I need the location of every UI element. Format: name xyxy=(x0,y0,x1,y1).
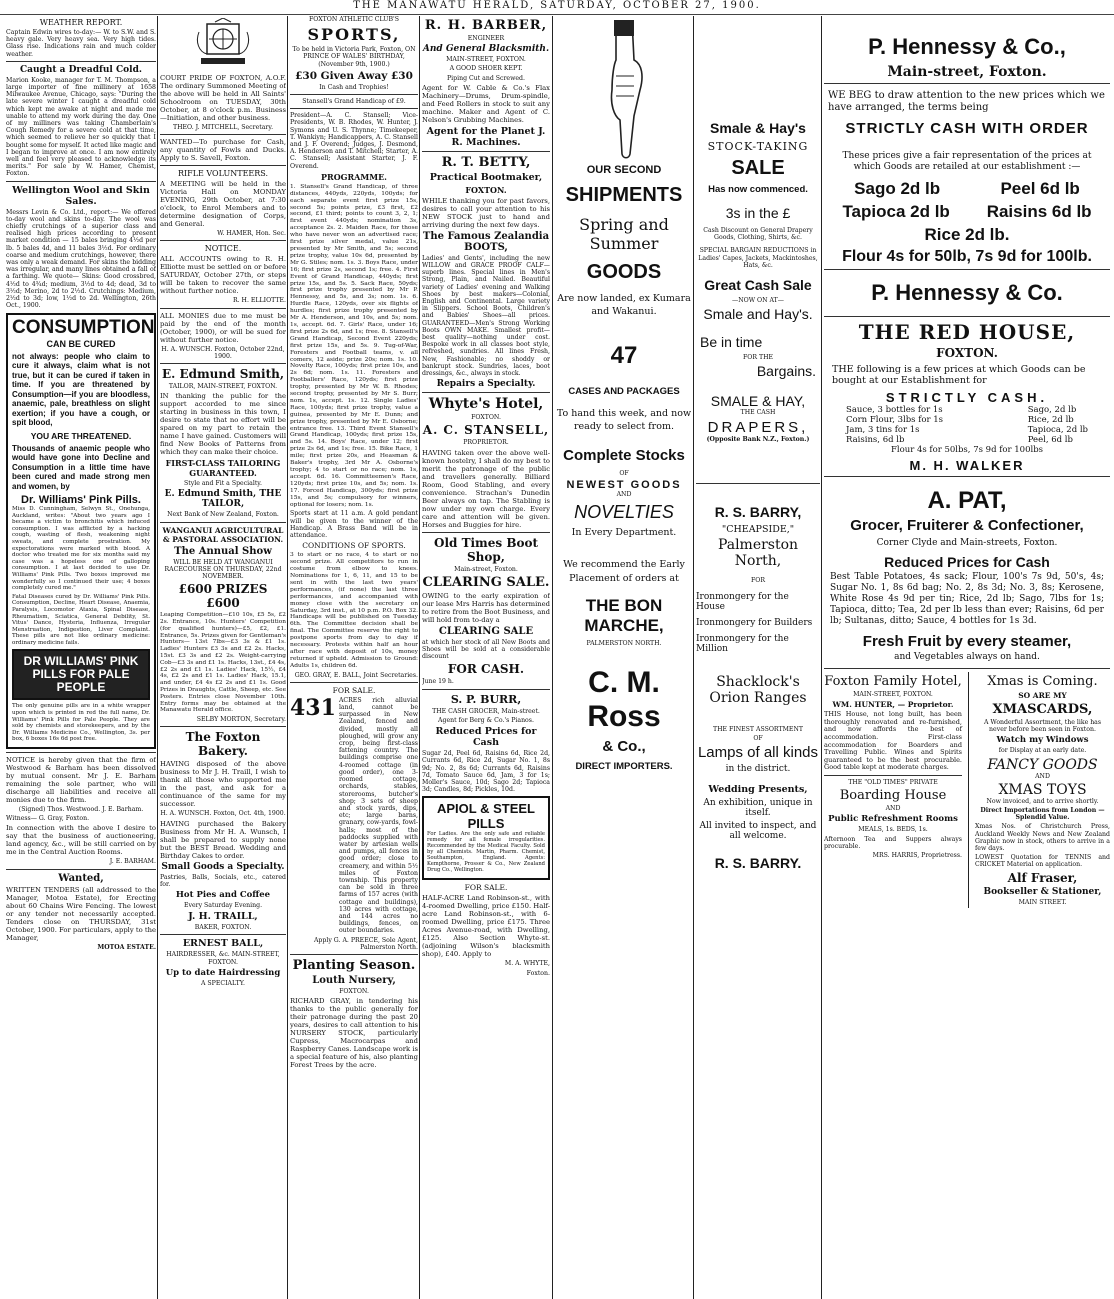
engineer: ENGINEER xyxy=(467,35,505,42)
morton-sign: SELBY MORTON, Secretary. xyxy=(196,716,286,724)
list-item: Corn Flour, 3lbs for 1s xyxy=(846,415,944,425)
price-sago: Sago 2d lb xyxy=(854,179,941,198)
column-rule xyxy=(552,16,553,1299)
list-item: Rice, 2d lb xyxy=(1027,415,1074,425)
flour-price: Flour 4s for 50lb, 7s 9d for 100lb. xyxy=(842,248,1092,265)
xmas-column xyxy=(975,672,1110,908)
xmascards: XMASCARDS, xyxy=(992,702,1093,717)
conditions: 3 to start or no race, 4 to start or no second prize. All competitors to run in costume from elbow to knees. Nominations for 1, 6, 11, and 15 to be sent in with the last two years' performances, (if none) the last three performances, and accompanied with money close with the secretary on Saturday, 3rd inst., at 10 p.m. P.O. Box 32. Handicaps will be published on Tuesday 6th. The Committee decision shall be final. The Committee reserve the right to postpone sports from day to day if necessary. Protests within half an hour after race with deposit of 10s, money returned if upheld. Admission to Ground: Adults 1s, children 6d. xyxy=(290,552,418,669)
display-date: for Display at an early date. xyxy=(998,747,1087,755)
consumption-sub: CAN BE CURED xyxy=(46,338,116,349)
hotel-text: THIS House, not long built, has been thoroughly renovated and re-furnished, and now affords the best of accommodation. First-class accommodation for Boarders and Travelling Public. Wines and Spirits guaranteed to be the best procurable. Good table kept at moderate charges. xyxy=(824,710,962,772)
newest-goods: NEWEST GOODS xyxy=(566,479,682,492)
smith-sign: E. Edmund Smith, THE TAILOR, xyxy=(164,489,282,510)
divider xyxy=(290,108,418,109)
testimonial: Miss D. Cunningham, Selwyn St., Onehunga, Auckland, writes: "About two years ago I became a victim to bronchitis which induced consumption. I was afflicted by a hacking cough, wasting of flesh, weakening night sweats, and complete prostration. My expectorations were marked with blood. A doctor who treated me for six months said my case was a hopeless one of galloping consumption. I at last decided to use Dr. Williams' Pink Pills. Two boxes improved me wonderfully so I continued their use; 4 boxes completely cured me." xyxy=(12,506,150,592)
barry-2: R. S. BARRY. xyxy=(714,855,802,872)
be-in-time: Be in time xyxy=(700,334,763,351)
weather-title: WEATHER REPORT. xyxy=(39,18,123,27)
louth-title: Louth Nursery, xyxy=(312,974,396,986)
motoa-estate: MOTOA ESTATE. xyxy=(97,943,156,951)
every-dept: In Every Department. xyxy=(571,527,677,539)
gray-nursery-text: RICHARD GRAY, in tendering his thanks to the public generally for their patronage during the past 20 years, desires to call attention to his NURSERY STOCK, particularly Cupress, Macrocarpas and Raspberry Canes. Landscape work is a special feature of his, also planting Forest Trees by the acre. xyxy=(290,997,418,1070)
barham-sign: J. E. BARHAM. xyxy=(109,858,156,866)
forsale-text: HALF-ACRE Land Robinson-st., with 4-roomed Dwelling, price £150. Half-acre Land Robinson-st., with 6-roomed Dwelling, price £175. Three Acres Avenue-road, with Dwelling, £125. Also Section Whyte-st. (adjoining Wilson's blacksmith shop), £40. Apply to xyxy=(422,894,550,959)
rifle-sign: W. HAMER, Hon. Sec. xyxy=(217,230,286,238)
for-label: FOR xyxy=(750,576,766,584)
divider xyxy=(422,392,550,393)
exhibition: An exhibition, unique in itself. xyxy=(703,798,813,819)
strictly-cash-order: STRICTLY CASH WITH ORDER xyxy=(845,120,1089,137)
fancy-goods: FANCY GOODS xyxy=(987,756,1098,773)
burr-reduced: Reduced Prices for Cash xyxy=(435,726,537,749)
price-raisins: Raisins 6d lb xyxy=(986,202,1092,221)
show-details: WILL BE HELD AT WANGANUI RACECOURSE ON THURSDAY, 22nd NOVEMBER. xyxy=(164,558,282,581)
smale-2: Smale and Hay's. xyxy=(703,306,813,323)
column-rule xyxy=(287,16,288,1299)
list-item: Peel, 6d lb xyxy=(1027,435,1073,445)
cases-label: CASES AND PACKAGES xyxy=(568,386,680,397)
for-the: FOR THE xyxy=(742,354,774,362)
clearing-text-2: at which her stock of all New Boots and Shoes will be sold at a considerable discount xyxy=(422,638,550,661)
traill-sub: BAKER, FOXTON. xyxy=(194,924,252,932)
lowest-quotation: LOWEST Quotation for TENNIS and CRICKET Material on application. xyxy=(975,854,1110,869)
barber-title: R. H. BARBER, xyxy=(424,18,548,33)
vegetables: and Vegetables always on hand. xyxy=(894,652,1040,662)
barry-palmerston: Palmerston North, xyxy=(717,536,799,569)
column-rule xyxy=(419,16,420,1299)
divider xyxy=(6,752,156,753)
bottom-ads xyxy=(824,672,1110,908)
accounts-text: ALL ACCOUNTS owing to R. H. Elliotte must be settled on or before SATURDAY, October 27th, or steps will be taken to recover the same without further notice. xyxy=(160,255,286,296)
masthead: THE MANAWATU HERALD, SATURDAY, OCTOBER 27, 1900. xyxy=(0,0,1114,15)
invited: All invited to inspect, and all welcome. xyxy=(699,821,817,842)
june-date: June 19 h. xyxy=(422,678,454,686)
barber-agent: Agent for W. Cable & Co.'s Flax Machinery—Drums, Drum-spindle, and Feed Rollers in stock to suit any machine. Maker and Agent of C. Nelson's Grubbing Machines. xyxy=(422,83,550,124)
meals-beds: MEALS, 1s. BEDS, 1s. xyxy=(858,826,928,834)
rifle-text: A MEETING will be held in the Victoria Hall on MONDAY EVENING, 29th October, at 7:30 o'clock, to Enrol Members and to determine designation of Corps, and General. xyxy=(160,180,286,229)
genuine-text: The only genuine pills are in a white wrapper upon which is printed in red the full name, Dr. Williams' Pink Pills for Pale People. They are sold by chemists and storekeepers, and by the Dr. Williams Medicine Co., Wellington, 3s. per box, 6 boxes 16s 6d post free. xyxy=(12,703,150,743)
ball-specialty: A SPECIALTY. xyxy=(201,979,245,987)
price-tapioca: Tapioca 2d lb xyxy=(842,202,950,221)
club-name: FOXTON ATHLETIC CLUB'S xyxy=(309,16,399,23)
notice-text: NOTICE is hereby given that the firm of Westwood & Barham has been dissolved by mutual consent. Mr J. E. Barham remaining the sole partner, who will discharge all liabilities and receive all monies due to the firm. xyxy=(6,756,156,805)
notice-signed: (Signed) Thos. Westwood. J. E. Barham. xyxy=(18,806,144,814)
refreshment-rooms: Public Refreshment Rooms xyxy=(828,814,958,825)
barry-title: R. S. BARRY, xyxy=(714,503,802,520)
pound-label: 3s in the £ xyxy=(725,205,791,221)
divider xyxy=(824,316,1110,317)
we-beg: WE BEG to draw attention to the new prices which we have arranged, the terms being xyxy=(828,90,1105,113)
divider xyxy=(824,269,1110,270)
of-label-2: OF xyxy=(753,735,763,743)
boarding-house: Boarding House xyxy=(839,788,947,804)
cold-title: Caught a Dreadful Cold. xyxy=(19,64,142,75)
programme-title: PROGRAMME. xyxy=(321,171,387,182)
foresters-emblem-icon xyxy=(193,18,253,72)
barber-addr: MAIN-STREET, FOXTON. xyxy=(446,56,526,64)
programme: 1. Stansell's Grand Handicap, of three distances, 440yds, 220yds, 100yds; for each separate event first prize 15s, second 5s; points prize, £3 first, £2 second, £1 third; points to count 3, 2, 1; first event 440yds; nomination 3s, acceptance 2s. 2. Maiden Race, for those who have never won an advertised race; first prize silver medal, value 21s, presented by Mr Smith, and 5s; second prize trophy, value 10s 6d, presented by Mr G. Stiles; nom. 1s. 3. Boys Race, under 16; first prize 2s, second 1s; free. 4. First Event of Grand Handicap, 440yds; first prize 15s, and 5s. 5. Sack Race, 50yds; first prize trophy presented by Mr P. Hennessy, and 5s, and 3s; nom. 1s. 6. Hurdle Race, 120yds, over six flights of hurdles; first prize trophy presented by Mr A. Henderson, and 10s, and 5s; nom. 1s, accept. 6d. 7. Girls' Race, under 16; first prize 2s 6d, and 1s; free. 8. Stansell's Grand Handicap, Second Event 220yds; first prize 15s, and 5s. 9. Tug-of-War, Foresters and Football teams, v. all comers, 12 aside; prize 20s; nom. 1s. 10. Novelty Race, 100yds; first prize 10s, and 2s 6d; nom. 1s. 11. Foresters and Footballers' Race, 120yds; first prize trophy, presented by Mr W. B. Rhodes; second trophy, presented by Mr S. Burr; nom. 1s, accept. 1s. 12. Single Ladies' Race, 100yds; first prize trophy, value a guinea, presented by Mr E. Dunn; and prize trophy, presented by Mr E. Osborne; entrance free. 13. Third Event Stansell's Grand Handicap, 100yds; first prize 15s, and 5s. 14. Boys' Race, under 12; first prize 2s 6d, and 1s; free. 15. Bike Race, 1 mile; first prize 20s, and Heasman & Baker's trophy, 3rd Mr A. Osborne's trophy; 4 to start or no race; nom. 1s, accept. 6d. 16. Committeemen's Race, 120yds; first prize 10s, and 5s; nom. 1s. 17. Forced Handicap, 300yds; first prize 15s, and 5s; compulsory for winners, optional for losers; nom. 1s. xyxy=(290,183,418,508)
piping: Piping Cut and Screwed. xyxy=(447,74,525,82)
column-rule xyxy=(157,16,158,1299)
betty-text: WHILE thanking you for past favors, desires to call your attention to his NEW STOCK just to hand and arriving during the next few days. xyxy=(422,196,550,229)
consumption-text: not always: people who claim to cure it always, claim what is not true, but it can be cured if taken in time. If you are threatened by Consumption—if you are bloodless, anaemic, pale, breathless on slight exertion; if you have a cough, or spit blood, xyxy=(12,351,150,427)
and-label-2: AND xyxy=(1035,772,1050,780)
court-sign: THEO. J. MITCHELL, Secretary. xyxy=(172,124,274,131)
repairs: Repairs a Specialty. xyxy=(436,379,536,390)
list-item: Tapioca, 2d lb xyxy=(1027,425,1088,435)
wool-title: Wellington Wool and Skin Sales. xyxy=(12,184,150,207)
apiol-ad xyxy=(422,796,550,880)
tailoring: FIRST-CLASS TAILORING GUARANTEED. xyxy=(165,458,281,479)
price-rice: Rice 2d lb. xyxy=(924,225,1010,244)
wedding: Wedding Presents, xyxy=(708,784,808,796)
pink-pills-box xyxy=(12,649,150,700)
xmas-coming: Xmas is Coming. xyxy=(987,674,1098,689)
ball-sub: HAIRDRESSER, &c. MAIN-STREET, FOXTON. xyxy=(166,951,280,966)
divider xyxy=(6,869,156,870)
gray-sign: GEO. GRAY, E. BALL, Joint Secretaries. xyxy=(294,671,418,679)
planet-agent: Agent for the Planet J. R. Machines. xyxy=(426,125,546,148)
divider xyxy=(824,775,962,776)
bakery-title: The Foxton Bakery. xyxy=(185,730,261,759)
special-text: SPECIAL BARGAIN REDUCTIONS in Ladies' Capes, Jackets, Mackintoshes, Hats, &c. xyxy=(698,247,818,269)
pointing-hand-icon xyxy=(594,20,654,160)
opposite: (Opposite Bank N.Z., Foxton.) xyxy=(706,435,810,443)
prizes: £600 PRIZES £600 xyxy=(178,582,268,611)
pat-title: A. PAT, xyxy=(927,487,1007,514)
smith-text: IN thanking the public for the support accorded to me since starting in business in this town, I desire to state that no effort will be spared on my part to retain the name I have gained. Customers will find New Books of Patterns from which they can make their choice. xyxy=(160,392,286,457)
of-label: OF xyxy=(619,470,629,477)
cheapside: "CHEAPSIDE," xyxy=(721,523,795,535)
price-list-right xyxy=(1028,405,1088,445)
preece-sign: Apply G. A. PREECE, Sole Agent, Palmerston North. xyxy=(313,936,418,951)
small-goods: Small Goods a Specialty. xyxy=(161,861,285,872)
divider xyxy=(160,522,286,523)
divider xyxy=(160,134,286,135)
stansell-handicap: Stansell's Grand Handicap of £9. xyxy=(302,98,406,106)
stocktaking: STOCK-TAKING xyxy=(707,140,809,153)
hennessy-street: Main-street, Foxton. xyxy=(887,64,1047,80)
now-on: —NOW ON AT— xyxy=(732,297,784,305)
complete-stocks: Complete Stocks xyxy=(563,447,685,464)
bakery-text: HAVING disposed of the above business to Mr J. H. Traill, I wish to thank all those who supported me in the past, and ask for a continuance of the same for my successor. xyxy=(160,760,286,809)
divider xyxy=(290,954,418,955)
direct-importations: Direct Importations from London —Splendid Value. xyxy=(980,807,1105,822)
column-2 xyxy=(160,16,286,1299)
novelties: NOVELTIES xyxy=(574,502,674,523)
rifle-title: RIFLE VOLUNTEERS. xyxy=(177,169,269,179)
divider xyxy=(696,483,820,484)
divider xyxy=(160,165,286,166)
district: in the district. xyxy=(725,764,791,775)
foxton-sign: Foxton. xyxy=(526,969,550,977)
whyte-text: HAVING taken over the above well-known hostelry, I shall do my best to merit the patronage of the public and travellers generally. Billiard Room, Good Stabling, and every convenience. Strachan's Dunedin Beer always on tap. The Stabling is now under my own charge. Every care and attention will be given. Horses and Buggies for hire. xyxy=(422,448,550,529)
xmas-toys: XMAS TOYS xyxy=(998,781,1087,798)
afternoon-tea: Afternoon Tea and Suppers always procurable. xyxy=(824,835,962,850)
harris-sign: MRS. HARRIS, Proprietress. xyxy=(872,851,962,859)
red-house: THE RED HOUSE, xyxy=(858,320,1076,344)
pat-corner: Corner Clyde and Main-streets, Foxton. xyxy=(876,538,1058,548)
list-item: Raisins, 6d lb xyxy=(846,435,905,445)
pink-pills-title: Dr. Williams' Pink Pills. xyxy=(21,494,141,506)
cash-grocer: THE CASH GROCER, Main-street. xyxy=(432,707,540,715)
column-3 xyxy=(290,16,418,1299)
pat-reduced: Reduced Prices for Cash xyxy=(884,554,1050,570)
style-text: Style and Fit a Specialty. xyxy=(184,480,262,488)
cold-text: Marion Kooke, manager for T. M. Thompson, a large importer of fine millinery at 1658 Milwaukee Avenue, Chicago, says: "During the late severe winter I caught a dreadful cold which kept me awake at night and made me unable to attend my work during the day. One of my milliners was taking Chamberlain's Cough Remedy for a severe cold at that time, which seemed to relieve her so quickly that I bought some for myself. It acted like magic and I began to improve at once. I am now entirely well and feel very pleased to acknowledge its merits." For sale by W. Hamer, Chemist, Foxton. xyxy=(6,76,156,178)
family-hotel: Foxton Family Hotel, xyxy=(824,674,962,689)
column-4 xyxy=(422,16,550,1299)
watch-windows: Watch my Windows xyxy=(996,735,1089,746)
wanted-title: Wanted, xyxy=(58,872,104,884)
bon-marche: THE BON MARCHE, xyxy=(584,596,664,636)
fraser-name: Alf Fraser, xyxy=(1007,870,1078,885)
foxton-label: FOXTON. xyxy=(465,184,507,195)
cash-trophies: In Cash and Trophies! xyxy=(319,83,389,91)
pianos-agent: Agent for Berg & Co.'s Pianos. xyxy=(438,716,534,724)
price-row-2 xyxy=(824,202,1110,222)
these-prices: These prices give a fair representation of the prices at which Goods are retailed at our establishment :— xyxy=(842,151,1092,172)
hotel-street: MAIN-STREET, FOXTON. xyxy=(853,691,933,698)
flour-line: Flour 4s for 50lbs, 7s 9d for 100lbs xyxy=(890,445,1043,455)
diseases: Fatal Diseases cured by Dr. Williams' Pink Pills. Consumption, Decline, Heart Disease, Anaemia, Paralysis, Locomotor Ataxia, Spinal Disease, Rheumatism, Sciatica, General Debility, St. Vitus' Dance, Hysteria, Influenza, Irregular Menstruation, Indigestion, Liver Complaint. These pills are not like ordinary medicine: ordinary medicine fails. xyxy=(12,593,150,646)
recommend: We recommend the Early Placement of orders at xyxy=(563,559,685,585)
to-hand: To hand this week, and now ready to select from. xyxy=(556,408,692,432)
smale-hay: SMALE & HAY, xyxy=(710,393,806,410)
price-peel: Peel 6d lb xyxy=(1000,179,1080,198)
sports-title: SPORTS, xyxy=(307,25,401,45)
consumption-title: CONSUMPTION xyxy=(12,316,155,338)
divider xyxy=(422,689,550,690)
the-cash: THE CASH xyxy=(740,409,776,417)
every-saturday: Every Saturday Evening. xyxy=(183,902,263,909)
forsale-title-2: FOR SALE. xyxy=(464,883,508,893)
burr-reduced-text: Sugar 2d, Peel 6d, Raisins 6d, Rice 2d, Currants 6d, Rice 2d, Sugar No. 1, 8s 9d; No. 2, 8s 6d; Currants 6d, Raisins 7d, Tomato Sauce 6d, Jam, 3 for 1s; Moller's Sauce, 10d; Sago 2d; Tapioca 3d; Candles, 8d; Pickles, 10d. xyxy=(422,750,550,794)
acres-block xyxy=(290,694,418,937)
great-sale: Great Cash Sale xyxy=(704,277,812,294)
sports-held: To be held in Victoria Park, Foxton, ON PRINCE OF WALES' BIRTHDAY, (November 9th, 1900.) xyxy=(292,46,416,68)
mwhyte-sign: M. A. WHYTE, xyxy=(504,960,550,968)
list-item: Sago, 2d lb xyxy=(1027,405,1077,415)
hotel-proprietor: WM. HUNTER, — Proprietor. xyxy=(832,700,954,710)
bargains: Bargains. xyxy=(756,363,816,380)
elliotte-sign: R. H. ELLIOTTE. xyxy=(232,297,286,305)
divider xyxy=(290,682,418,683)
hennessy-2: P. Hennessy & Co. xyxy=(871,280,1063,305)
and-label: AND xyxy=(616,491,632,499)
cases-count: 47 xyxy=(610,342,638,369)
bookseller: Bookseller & Stationer, xyxy=(983,886,1102,897)
annual-show: The Annual Show xyxy=(174,545,272,557)
monies-text: ALL MONIES due to me must be paid by the end of the month (October, 1900), or will be sued for without further notice. xyxy=(160,311,286,344)
shipments: SHIPMENTS xyxy=(565,184,683,206)
iron-house: Ironmongery for the House xyxy=(696,592,789,613)
whyte-sub: FOXTON. xyxy=(471,414,501,422)
strictly-cash: STRICTLY CASH. xyxy=(885,390,1049,405)
our-second: OUR SECOND xyxy=(586,164,662,176)
spring-summer: Spring and Summer xyxy=(579,215,669,253)
wanganui-title: WANGANUI AGRICULTURAL & PASTORAL ASSOCIATION. xyxy=(162,525,284,544)
apiol-title: APIOL & STEEL PILLS xyxy=(437,801,535,832)
thousands-text: Thousands of anaemic people who would have gone into Decline and Consumption in a little time have been cured and made strong men and women, by xyxy=(12,443,150,491)
ball-name: ERNEST BALL, xyxy=(182,938,264,950)
divider xyxy=(160,308,286,309)
divider xyxy=(824,476,1110,477)
divider xyxy=(160,726,286,727)
red-house-foxton: FOXTON. xyxy=(936,346,998,360)
smith-addr: Next Bank of New Zealand, Foxton. xyxy=(167,511,279,519)
shacklock: Shacklock's Orion Ranges xyxy=(709,674,807,707)
invoiced: Now invoiced, and to arrive shortly. xyxy=(986,797,1099,805)
wonderful: A Wonderful Assortment, the like has never before been seen in Foxton. xyxy=(983,719,1102,734)
column-1 xyxy=(6,16,156,1299)
direct-importers: DIRECT IMPORTERS. xyxy=(575,760,673,772)
bakery-text-2: HAVING purchased the Bakery Business from Mr H. A. Wunsch, I shall be prepared to supply none but the BEST Bread. Wedding and Birthday Cakes to order. xyxy=(160,819,286,860)
goods: GOODS xyxy=(586,261,662,283)
sports-start: Sports start at 11 a.m. A gold pendant will be given to the winner of the Handicap. A Brass Band will be in attendance. xyxy=(290,510,418,540)
oldtimes-sub: Main-street, Foxton. xyxy=(454,565,518,573)
conditions-title: CONDITIONS OF SPORTS. xyxy=(302,541,406,551)
apiol-text: For Ladies. Are the only safe and reliable remedy for all female irregularities. Recommended by the Medical Faculty. Sold by all Chemists. Martin, Pharm. Chemist, Southampton, England. Agents: Kempthorne, Prosser & Co., New Zealand Drug Co., Wellington. xyxy=(427,831,545,874)
clearing-sale-2: CLEARING SALE xyxy=(438,625,534,637)
christchurch: Xmas Nos. of Christchurch Press, Auckland Weekly News and New Zealand Graphic now in stock, others to arrive in a few days. xyxy=(975,823,1110,853)
louth-sub: FOXTON. xyxy=(339,987,369,995)
divider xyxy=(422,151,550,152)
divider xyxy=(160,934,286,935)
planting-title: Planting Season. xyxy=(292,957,416,973)
bootmaker: Practical Bootmaker, xyxy=(429,171,543,183)
betty-title: R. T. BETTY, xyxy=(441,154,531,170)
divider xyxy=(160,363,286,364)
ross-name: C. M. Ross xyxy=(587,665,661,733)
fresh-fruit: Fresh Fruit by every steamer, xyxy=(862,633,1072,650)
divider xyxy=(160,240,286,241)
so-are-my: SO ARE MY xyxy=(1018,691,1067,700)
column-5 xyxy=(556,16,692,1299)
proprietor: PROPRIETOR. xyxy=(463,439,509,447)
forsale-title: FOR SALE. xyxy=(332,685,376,695)
following: THE following is a few prices at which Goods can be bought at our Establishment for xyxy=(832,364,1086,386)
fraser-street: MAIN STREET. xyxy=(1018,898,1067,906)
fowls-text: WANTED—To purchase for Cash, any quantity of Fowls and Ducks. Apply to S. Savell, Foxton. xyxy=(160,138,286,163)
pat-grocer: Grocer, Fruiterer & Confectioner, xyxy=(850,517,1084,534)
column-7 xyxy=(824,16,1110,1299)
divider xyxy=(824,668,1110,669)
pat-prices: Best Table Potatoes, 4s sack; Flour, 100's 7s 9d, 50's, 4s; Sugar No. 1, 8s 6d bag; No. 2, 8s 3d; No. 3, 8s; Kerosene, White Rose 4s 9d per tin; Rice, 2d lb; Sago, 7lbs for 1s; Tapioca, ditto; Tea, 2d per lb less than ever; Raisins, 6d per lb; Sultanas, ditto; Sauce, 4 bottles for 1s 3d. xyxy=(830,572,1104,626)
witness: Witness— G. Gray, Foxton. xyxy=(6,815,90,823)
iron-builders: Ironmongery for Builders xyxy=(696,618,813,629)
column-6 xyxy=(696,16,820,1299)
column-rule xyxy=(693,16,694,1299)
bakery-sign: H. A. WUNSCH. Foxton, Oct. 4th, 1900. xyxy=(160,810,286,818)
sale: SALE xyxy=(731,157,785,179)
divider xyxy=(6,61,156,62)
whyte-title: Whyte's Hotel, xyxy=(428,396,544,413)
column-rule xyxy=(968,672,969,908)
traill-name: J. H. TRAILL, xyxy=(188,911,258,923)
lamps: Lamps of all kinds xyxy=(697,744,819,762)
price-row-3 xyxy=(824,225,1110,245)
threatened: YOU ARE THREATENED. xyxy=(30,430,132,441)
ball-tagline: Up to date Hairdressing xyxy=(165,967,281,978)
stansell-name: A. C. STANSELL, xyxy=(422,423,550,438)
give-away: £30 Given Away £30 xyxy=(295,69,413,82)
hot-pies: Hot Pies and Coffee xyxy=(175,890,271,900)
divider xyxy=(6,181,156,182)
jumping-text: Leaping Competition—£10 10s, £5 5s, £2 2s. Entrance, 10s. Hunters' Competition (for qualified hunters)—£5, £2, £1. Entrance, 5s. Prizes given for Gentleman's Hunters— 13st 7lbs—£3 3s & £1 1s. Ladies' Hunters £3 3s and £2 2s. Hacks, 15st. £3 3s and £2 2s. Weight-carrying Cob—£3 3s and £1 1s. Hacks, 13st., £4 4s, £2 2s and £1 1s. Ladies' Hack, 15½, £4 4s, £2 2s and £1 1s. Ladies' Hack, 15.1, and under, £4 4s £2 2s and £1 1s. Good Prizes in Draughts, Cattle, Sheep, etc. See Posters. Entries close November 10th. Entry forms may be obtained at the Manawatu Herald office. xyxy=(160,612,286,714)
finest: THE FINEST ASSORTMENT xyxy=(713,726,803,734)
column-rule xyxy=(821,16,822,1299)
weather-text: Captain Edwin wires to-day:— W. to S.W. and S. heavy gale. Very heavy sea. Very high tides. Glass rise. Indications rain and much colder weather. xyxy=(6,29,156,58)
smale-title: Smale & Hay's xyxy=(710,120,806,136)
divider xyxy=(290,94,418,95)
wunsch-sign: H. A. WUNSCH. Foxton, October 22nd, 1900. xyxy=(161,345,285,360)
discount-text: Cash Discount on General Drapery Goods, Clothing, Shirts, &c. xyxy=(703,227,813,242)
clearing-title: CLEARING SALE. xyxy=(422,574,550,590)
pastries: Pastries, Balls, Socials, etc., catered for. xyxy=(160,873,286,888)
smith-sub: TAILOR, MAIN-STREET, FOXTON. xyxy=(168,383,278,391)
notice-title: NOTICE. xyxy=(204,244,242,254)
smith-title: E. Edmund Smith, xyxy=(161,367,285,382)
ross-co: & Co., xyxy=(602,737,646,755)
acres-text: ACRES rich alluvial land, cannot be surpassed in New Zealand, fenced and divided, mostly all ploughed, will grow any crop, being first-class fattening country. The buildings comprise one 4-roomed cottage (in good order), one 3-roomed cottage, orchards, stables, storerooms, butcher's shop; 3 sets of sheep and stock yards, dips, etc; large barns, granary, cow-yards, fowl-halls; most of the paddocks supplied with water by artesian wells and pumps, all fences in good order; close to creamery, and within 5½ miles of Foxton township. This property can be sold in three farms of 157 acres (with cottage and buildings), 130 acres with cottage, and 144 acres no buildings, fences, on outer boundaries. xyxy=(338,696,418,935)
walker: M. H. WALKER xyxy=(909,458,1025,473)
clearing-text: OWING to the early expiration of our lease Mrs Harris has determined to retire from the Boot Business, and will hold from to-day a xyxy=(422,591,550,624)
list-item: Sauce, 3 bottles for 1s xyxy=(846,405,943,415)
divider xyxy=(422,532,550,533)
hennessy-title: P. Hennessy & Co., xyxy=(868,34,1066,59)
list-item: Jam, 3 tins for 1s xyxy=(846,425,920,435)
consumption-ad xyxy=(6,313,156,750)
old-times-label: THE "OLD TIMES" PRIVATE xyxy=(848,778,938,786)
and-label: AND xyxy=(885,805,901,813)
commenced: Has now commenced. xyxy=(708,184,808,195)
wanted-text: WRITTEN TENDERS (all addressed to the Manager, Motoa Estate), for Erecting about 60 Chains Wire Fencing. The lowest or any tender not necessarily accepted. Tenders close on THURSDAY, 31st October, 1900. For particulars, apply to the Manager, xyxy=(6,885,156,942)
price-row-1 xyxy=(824,179,1110,199)
blacksmith: And General Blacksmith. xyxy=(422,44,550,55)
iron-million: Ironmongery for the Million xyxy=(696,634,789,655)
burr-title: S. P. BURR, xyxy=(450,692,522,706)
price-list-left xyxy=(846,405,943,445)
pills-box-text: DR WILLIAMS' PINK PILLS FOR PALE PEOPLE xyxy=(23,654,139,695)
shoer: A GOOD SHOER KEPT. xyxy=(449,65,523,73)
officers: President—A. C. Stansell; Vice-Presidents, W. B. Rhodes, W. Hunter, J. Symons and U. S. Thynne; Timekeeper, T. Wankiyn; Handicappers, A. C. Stansell and J. F. Overend; Judges, J. Desmond, A. Henderson and T. Mitchell; Starter, A. C. Stansell; Assistant Starter, J. F. Overend. xyxy=(290,112,418,170)
for-cash: FOR CASH. xyxy=(447,662,525,677)
court-text: COURT PRIDE OF FOXTON, A.O.F. The ordinary Summoned Meeting of the above will be held in All Saints' Schoolroom on TUESDAY, 30th October, at 8 o'clock p.m. Business—Initiation, and other business. xyxy=(160,74,286,122)
acres-number: 431 xyxy=(290,694,336,721)
oldtimes-title: Old Times Boot Shop, xyxy=(433,535,539,564)
price-lists xyxy=(824,405,1110,445)
hotel-column xyxy=(824,672,962,908)
wool-text: Messrs Levin & Co. Ltd., report:— We offered to-day wool and skins to-day. The wool was chiefly crutchings of a superior class and realised high prices according to present market condition — 15 bales bringing 4½d per lb. 5 bales 4d, and 11 bales 3½d. For ordinary coarse and medium crutchings, however, there was only a weak demand. For skins the bidding was irregular, and many lines obtained a fall of a farthing. We quote— Skins: Good crossbred, 4½d to 4¾d; medium, 3½d to 4d; dead, 3d to 3½d; Merino, 2d to 2½d. Crutchings: Medium, 2½d to 3d; low, 1½d to 2d. Wellington, 26th Oct., 1900. xyxy=(6,208,156,310)
zealandia: The Famous Zealandia BOOTS, xyxy=(422,230,550,253)
connection-text: In connection with the above I desire to say that the business of auctioneering, land agency, &c., will be still carried on by me in the Central Auction Rooms. xyxy=(6,824,156,857)
landed-text: Are now landed, ex Kumara and Wakanui. xyxy=(557,293,691,317)
boots-text: Ladies' and Gents', including the new WILLOW and GRACE PROOF CALF—superb lines. Special lines in Men's Strong, Plain, and Nailed. Beautiful variety of Ladies' evening and Walking Shoes by best makers—Colonial, English and Continental. Large variety in Slippers. School Boots, Children's and Babies' Shoes—all prices. GUARANTEED—Men's Strong Working Boots OWN MAKE. Smallest profit—best quality—nothing under cost. Bespoke work in all classes boot style, refreshed, sundries. All lines Fresh, New, Fashionable; no shoddy or bankrupt stock. Sundries, laces, boot dressings, &c., always in stock. xyxy=(422,254,550,378)
drapers: DRAPERS, xyxy=(707,418,809,436)
divider xyxy=(824,83,1110,84)
palmerston-north: PALMERSTON NORTH. xyxy=(586,640,662,648)
